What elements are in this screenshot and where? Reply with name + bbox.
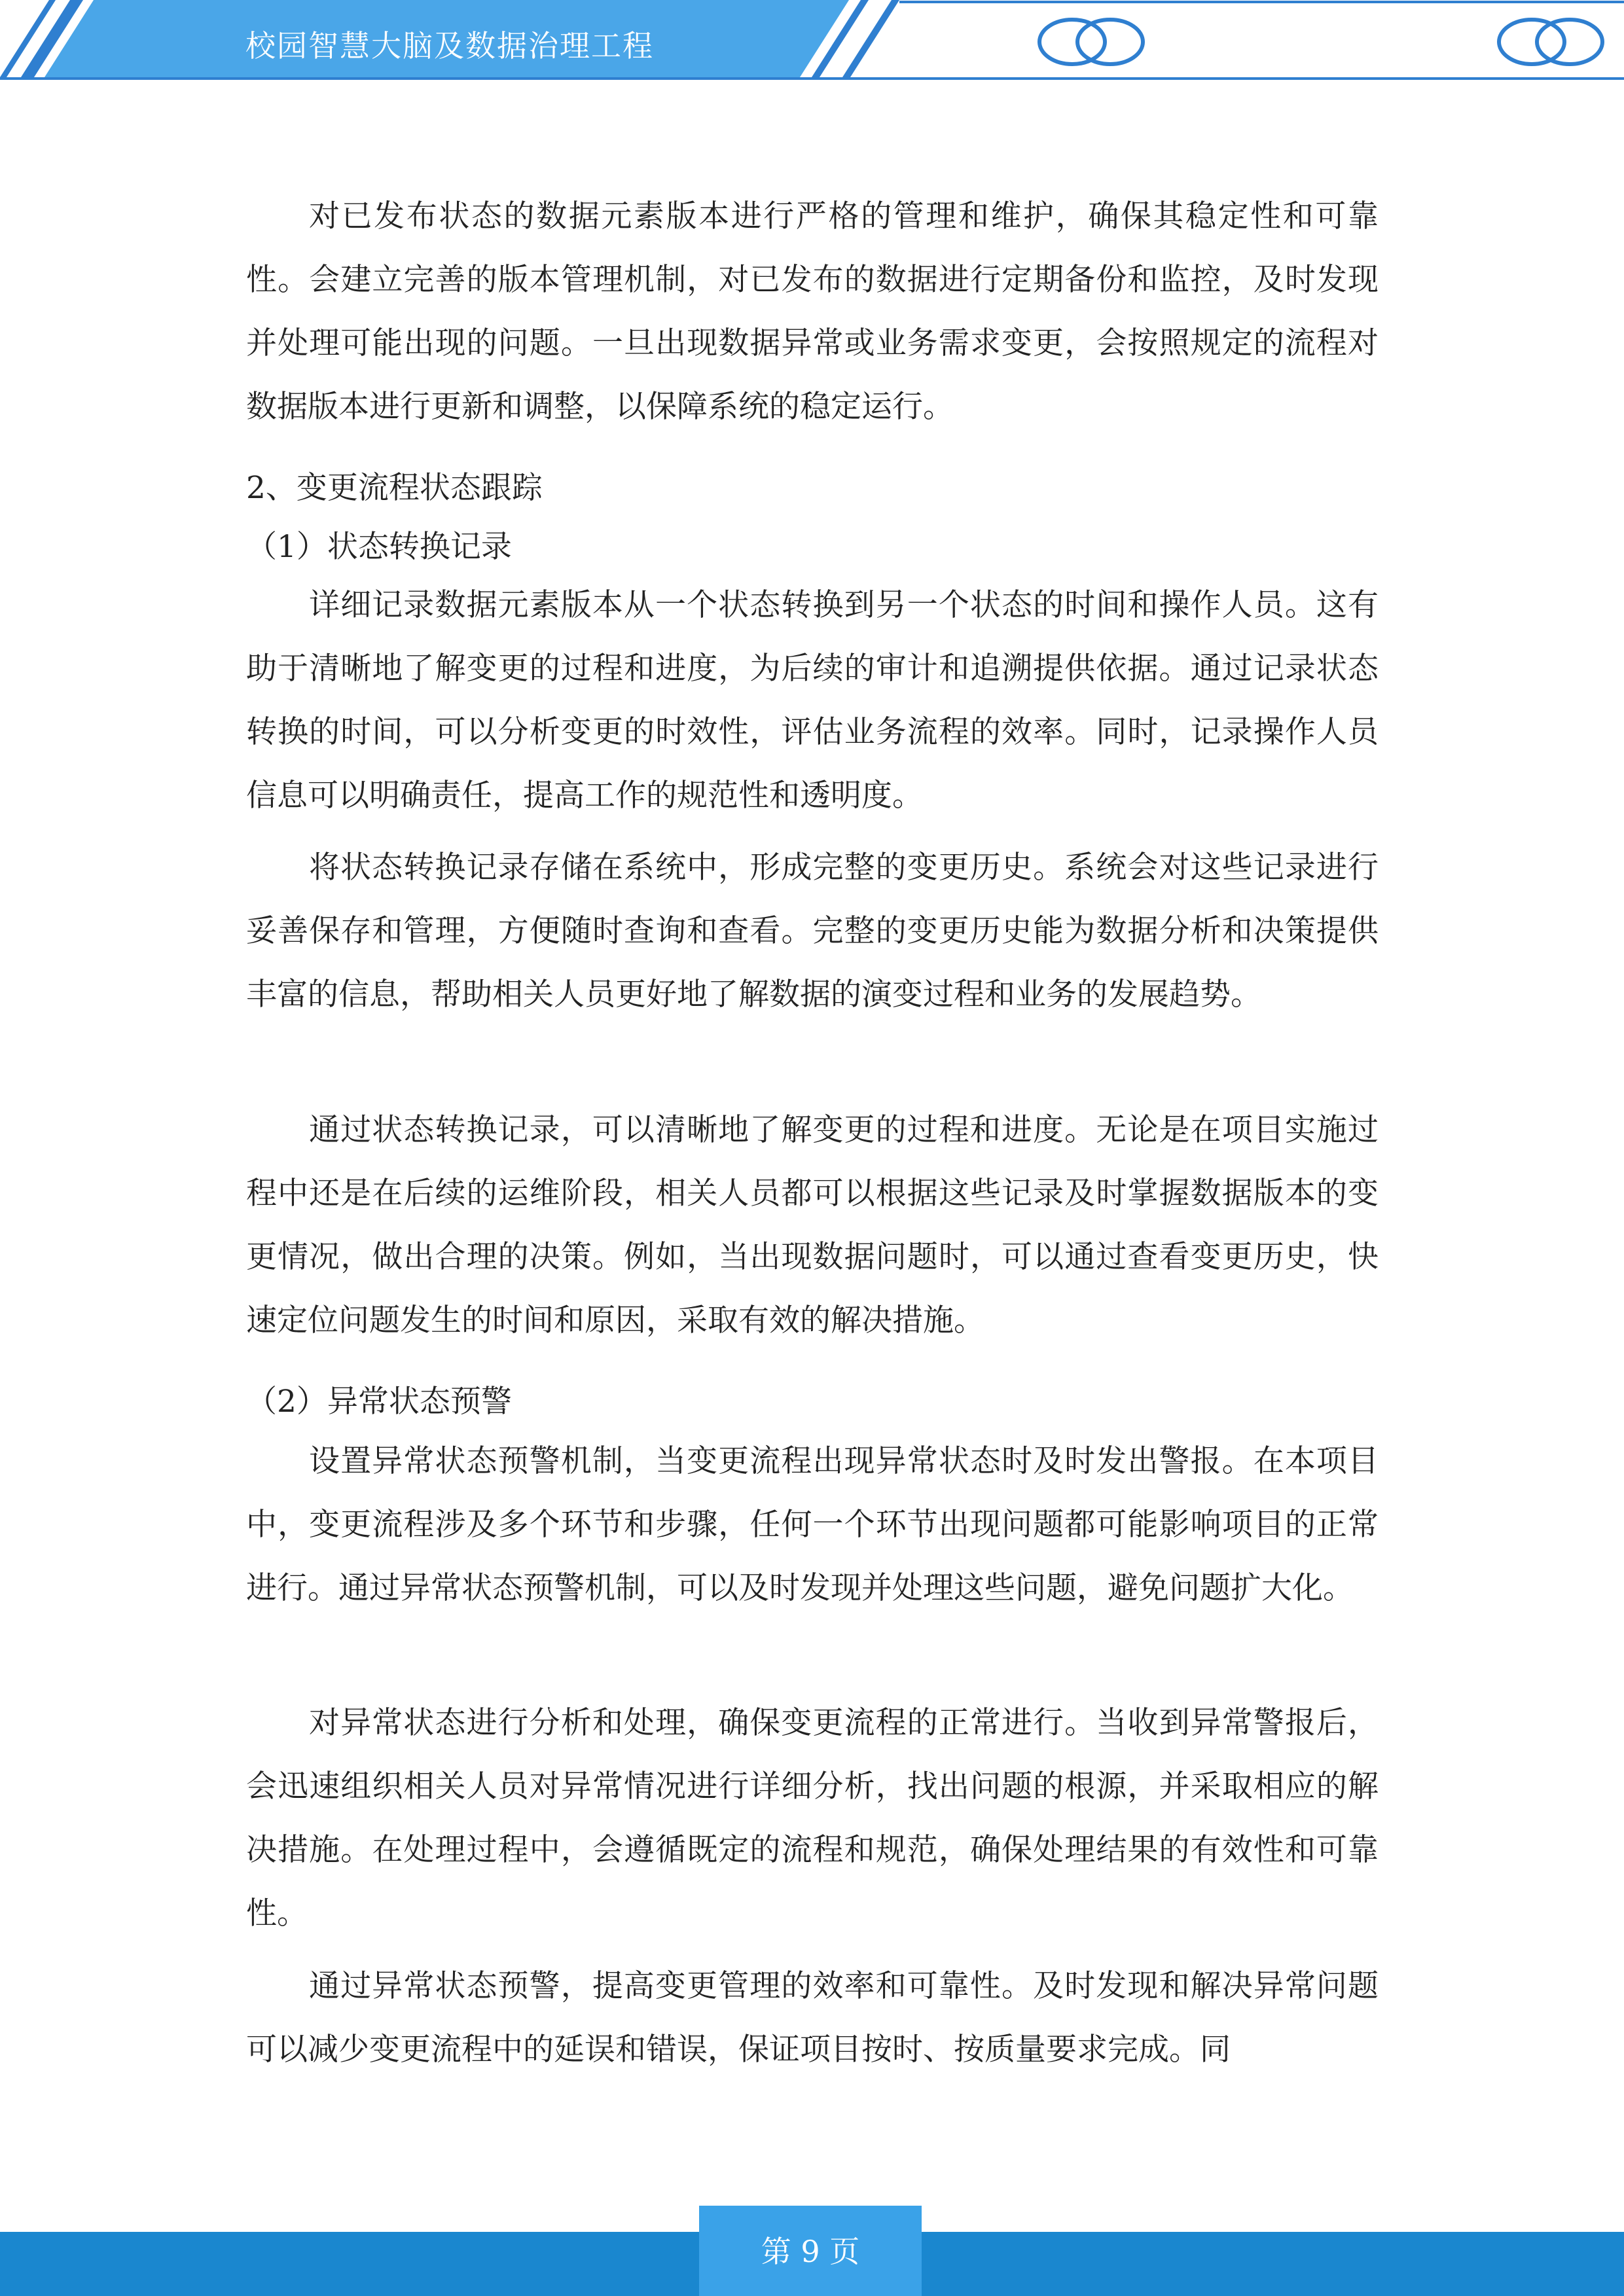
section-heading: 2、变更流程状态跟踪	[246, 470, 543, 506]
paragraph: 通过状态转换记录，可以清晰地了解变更的过程和进度。无论是在项目实施过程中还是在后续的运维阶段，相关人员都可以根据这些记录及时掌握数据版本的变更情况，做出合理的决策。例如，当出现数据问题时，可以通过查看变更历史，快速定位问题发生的时间和原因，采取有效的解决措施。	[246, 1112, 1379, 1338]
paragraph: 详细记录数据元素版本从一个状态转换到另一个状态的时间和操作人员。这有助于清晰地了解变更的过程和进度，为后续的审计和追溯提供依据。通过记录状态转换的时间，可以分析变更的时效性，评估业务流程的效率。同时，记录操作人员信息可以明确责任，提高工作的规范性和透明度。	[246, 587, 1379, 814]
paragraph: 设置异常状态预警机制，当变更流程出现异常状态时及时发出警报。在本项目中，变更流程涉及多个环节和步骤，任何一个环节出现问题都可能影响项目的正常进行。通过异常状态预警机制，可以及时发现并处理这些问题，避免问题扩大化。	[246, 1443, 1379, 1606]
subsection-heading: （1）状态转换记录	[246, 529, 512, 565]
subsection-heading: （2）异常状态预警	[246, 1384, 512, 1420]
double-ring-logo-icon	[1492, 13, 1610, 72]
page-number: 第 9 页	[761, 2234, 860, 2269]
header-banner-graphic	[0, 0, 1624, 92]
paragraph: 将状态转换记录存储在系统中，形成完整的变更历史。系统会对这些记录进行妥善保存和管理，方便随时查询和查看。完整的变更历史能为数据分析和决策提供丰富的信息，帮助相关人员更好地了解数据的演变过程和业务的发展趋势。	[246, 850, 1379, 1013]
paragraph: 对异常状态进行分析和处理，确保变更流程的正常进行。当收到异常警报后，会迅速组织相关人员对异常情况进行详细分析，找出问题的根源，并采取相应的解决措施。在处理过程中，会遵循既定的流程和规范，确保处理结果的有效性和可靠性。	[246, 1705, 1379, 1931]
paragraph: 通过异常状态预警，提高变更管理的效率和可靠性。及时发现和解决异常问题可以减少变更流程中的延误和错误，保证项目按时、按质量要求完成。同	[246, 1968, 1379, 2068]
header-title: 校园智慧大脑及数据治理工程	[245, 28, 654, 63]
paragraph: 对已发布状态的数据元素版本进行严格的管理和维护，确保其稳定性和可靠性。会建立完善的版本管理机制，对已发布的数据进行定期备份和监控，及时发现并处理可能出现的问题。一旦出现数据异常或业务需求变更，会按照规定的流程对数据版本进行更新和调整，以保障系统的稳定运行。	[246, 198, 1379, 425]
double-ring-logo-icon	[1033, 13, 1151, 72]
page-header	[0, 0, 1624, 92]
